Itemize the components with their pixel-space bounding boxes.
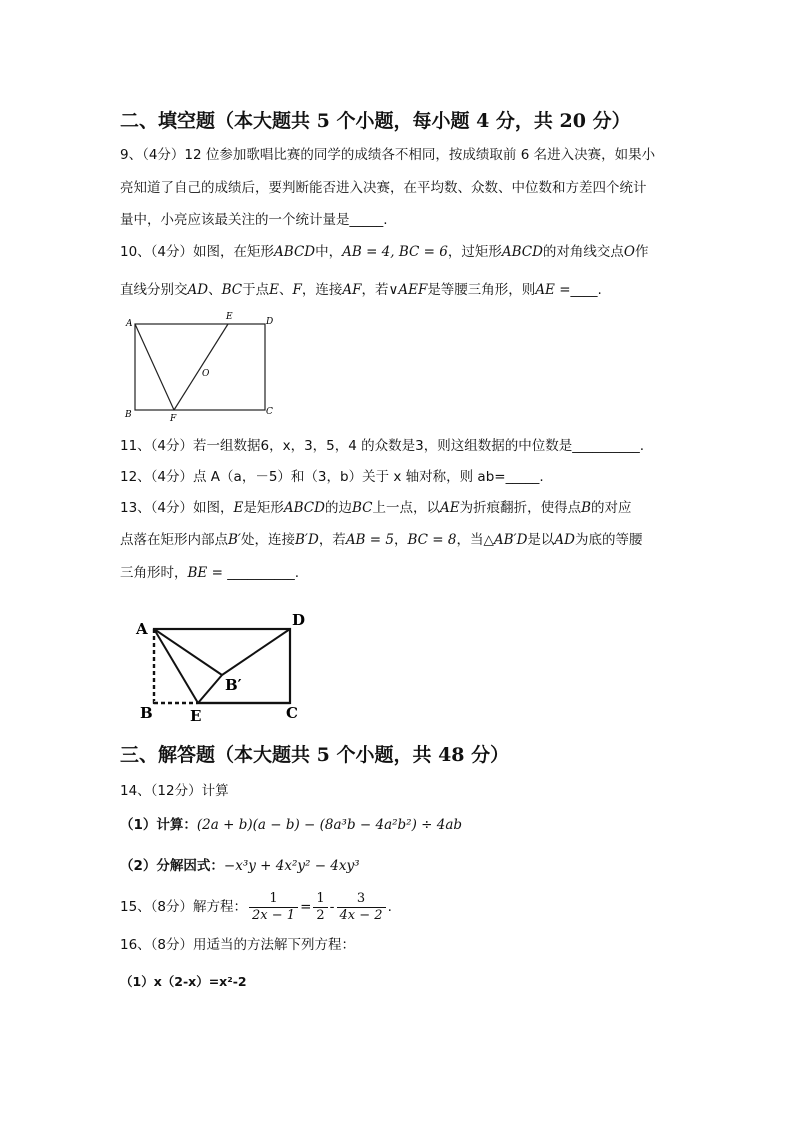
q16-part-1: （1）x（2-x）=x²-2 [120,974,247,989]
q15-fraction-3: $\frac{3}{4x - 2}$ [337,891,386,924]
q14-part-2: （2）分解因式：−x³y + 4x²y² − 4xy³ [120,858,360,874]
section-3-heading: 三、解答题（本大题共 5 个小题，共 48 分） [120,744,510,766]
q13-segment-b-prime-d [222,629,290,675]
q13-label-a: A [136,620,148,638]
q10-line-2: 直线分别交AD、BC于点E、F，连接AF，若∨AEF是等腰三角形，则AE =____. [120,282,602,298]
q9-line-1: 9、（4分）12 位参加歌唱比赛的同学的成绩各不相同，按成绩取前 6 名进入决赛，如果小 [120,147,656,163]
section-2-heading: 二、填空题（本大题共 5 个小题，每小题 4 分，共 20 分） [120,110,631,132]
q10-label-c: C [266,407,273,417]
q9-line-2: 亮知道了自己的成绩后，要判断能否进入决赛，在平均数、众数、中位数和方差四个统计 [120,180,647,196]
q13-segment-ae [154,629,198,703]
q10-label-a: A [126,319,133,329]
q15-equation: 15、（8分）解方程： $\frac{1}{2x - 1}$ = $\frac{1}{2}$ - $\frac{3}{4x - 2}$ . [120,890,392,923]
q13-segment-ab-prime [154,629,222,675]
q13-line-1: 13、（4分）如图，E是矩形ABCD的边BC上一点，以AE为折痕翻折，使得点B的对应 [120,500,632,516]
q13-label-b: B [140,704,153,722]
q13-label-e: E [190,707,202,725]
q13-label-c: C [286,704,298,722]
q10-segment-fe [174,324,228,410]
q11-text: 11、（4分）若一组数据6，x，3，5，4 的众数是3，则这组数据的中位数是__________. [120,438,645,454]
q13-figure [128,604,318,726]
q15-fraction-1: $\frac{1}{2x - 1}$ [249,891,298,924]
q15-fraction-2: $\frac{1}{2}$ [313,891,327,924]
q16-title: 16、（8分）用适当的方法解下列方程： [120,937,356,953]
q14-part-1: （1）计算：(2a + b)(a − b) − (8a³b − 4a²b²) ÷ 4ab [120,817,463,833]
q10-figure [118,308,288,428]
q10-label-o: O [202,369,210,379]
q13-line-2: 点落在矩形内部点B′处，连接B′D，若AB = 5，BC = 8，当△AB′D是以AD为底的等腰 [120,532,643,548]
q9-line-3: 量中，小亮应该最关注的一个统计量是_____. [120,212,388,228]
q13-label-d: D [292,611,306,629]
q10-label-e: E [226,312,233,322]
q10-segment-af [135,324,174,410]
q13-line-3: 三角形时，BE = __________. [120,565,299,581]
q10-label-b: B [125,410,132,420]
q10-line-1: 10、（4分）如图，在矩形ABCD中，AB = 4, BC = 6，过矩形ABCD的对角线交点O作 [120,244,649,260]
q14-title: 14、（12分）计算 [120,783,229,799]
q13-rectangle [154,629,290,703]
q13-segment-b-prime-e [198,675,222,703]
q10-label-d: D [266,317,274,327]
q12-text: 12、（4分）点 A（a，－5）和（3，b）关于 x 轴对称，则 ab=_____. [120,469,544,485]
q10-label-f: F [170,414,177,424]
q13-label-b-prime: B′ [225,676,242,694]
